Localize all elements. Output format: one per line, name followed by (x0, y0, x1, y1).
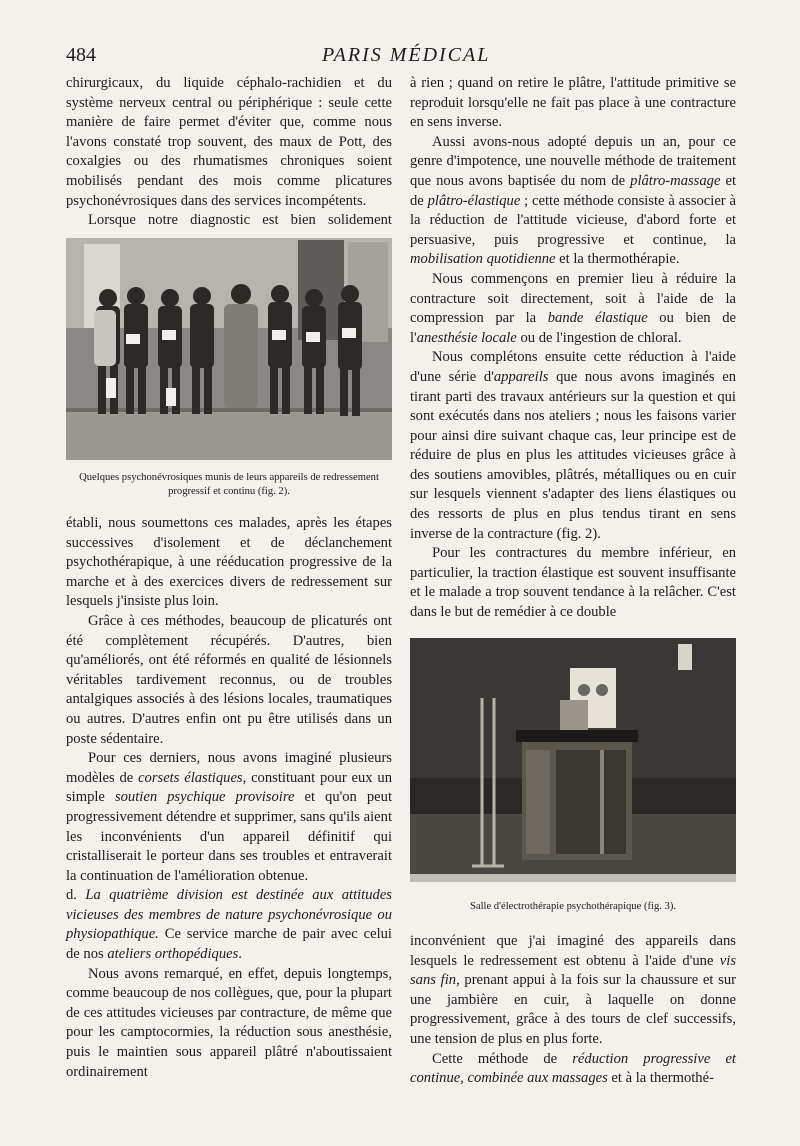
paragraph: inconvénient que j'ai imaginé des appareils dans lesquels le redressement est obtenu à l'aide d'une vis sans fin, prenant appui à la fois sur la chaussure et sur une jambière en cuir, à laquelle on donne progressivement, grâce à des tours de clef successifs, une tension de plus en plus forte. (410, 933, 736, 1047)
paragraph: Nous commençons en premier lieu à réduire la contracture soit directement, soit à l'aide de la compression par la bande élastique ou bien de l'anesthésie locale ou de l'ingestion de chloral. (410, 270, 736, 346)
figure-3-photo (410, 638, 736, 882)
journal-title: PARIS MÉDICAL (322, 44, 491, 66)
paragraph: Nous avons remarqué, en effet, depuis longtemps, comme beaucoup de nos collègues, que, pour la plupart de ces attitudes vicieuses par contracture, de même que pour les camptocormies, la réduction sous anesthésie, puis le maintien sous appareil plâtré n'aboutissaient ordinairement (66, 965, 392, 1080)
paragraph: Cette méthode de réduction progressive et continue, combinée aux massages et à la thermothé- (410, 1050, 736, 1087)
right-column-top (410, 74, 736, 623)
paragraph: Aussi avons-nous adopté depuis un an, pour ce genre d'impotence, une nouvelle méthode de traitement que nous avons baptisée du nom de plâtro-massage et de plâtro-élastique ; cette méthode consiste à associer à la réduction de l'attitude vicieuse, d'abord forte et persuasive, puis progressive et continue, la mobilisation quotidienne et la thermothérapie. (410, 133, 737, 268)
paragraph: Lorsque notre diagnostic est bien solidement (88, 212, 392, 229)
left-column-bottom (66, 514, 392, 1082)
figure-3-caption: Salle d'électrothérapie psychothérapique (fig. 3). (469, 901, 677, 912)
right-column-bottom (410, 932, 736, 1089)
paragraph: Grâce à ces méthodes, beaucoup de plicaturés ont été complètement récupérés. D'autres, bien qu'améliorés, ont été réformés en qualité de lésionnels véritables tardivement reconnus, ou de troubles antalgiques associés à des lésions locales, traumatiques ou autres. D'autres enfin ont pu être utilisés dans un poste sédentaire. (66, 612, 392, 747)
paragraph: d. La quatrième division est destinée aux attitudes vicieuses des membres de nature psychonévrosique ou physiopathique. Ce service marche de pair avec celui de nos ateliers orthopédiques. (66, 887, 392, 963)
paragraph: établi, nous soumettons ces malades, après les étapes successives d'isolement et de déclanchement psychothérapique, à une rééducation progressive de la marche et à des exercices divers de redressement sur lesquels j'insiste plus loin. (66, 515, 392, 610)
left-column-top (66, 74, 392, 231)
figure-2-photo (66, 238, 392, 460)
paragraph: chirurgicaux, du liquide céphalo-rachidien et du système nerveux central ou périphérique : seule cette manière de faire permet d'éviter que, comme nous l'avons constaté trop souvent, des maux de Pott, des coxalgies ou des rhumatismes chroniques soient mobilisés pendant des mois comme plicatures psychonévrosiques dans des services incompétents. (66, 75, 392, 209)
paragraph: Pour ces derniers, nous avons imaginé plusieurs modèles de corsets élastiques, constituant pour eux un simple soutien psychique provisoire et qu'on peut progressivement détendre et supprimer, sans qu'ils aient les inconvénients d'un appareil définitif qui cristalliserait le porteur dans ses troubles et entraverait la continuation de l'amélioration obtenue. (66, 750, 392, 884)
paragraph: Pour les contractures du membre inférieur, en particulier, la traction élastique est souvent insuffisante et le malade a trop souvent tendance à la relâcher. C'est dans le but de remédier à ce double (410, 545, 736, 621)
electrotherapy-room-illustration (410, 638, 736, 882)
figure-2-caption: Quelques psychonévrosiques munis de leurs appareils de redressement progressif et continu (fig. 2). (79, 472, 379, 497)
paragraph: à rien ; quand on retire le plâtre, l'attitude primitive se reproduit lorsqu'elle ne fait pas place à une contracture en sens inverse. (410, 75, 736, 131)
paragraph: Nous complétons ensuite cette réduction à l'aide d'une série d'appareils que nous avons imaginés en tirant parti des travaux antérieurs sur la question et qui sont exécutés dans nos ateliers ; nous les faisons varier pour ainsi dire suivant chaque cas, leur principe est de réduire de plus en plus les attitudes vicieuses grâce à des soutiens amovibles, plâtrés, métalliques ou en cuir sur lesquels viennent s'adapter des liens élastiques ou des ressorts de plus en plus tendus tirant en sens inverse de la contracture (fig. 2). (410, 349, 736, 542)
group-photo-illustration (66, 238, 392, 460)
page-number: 484 (66, 44, 96, 66)
